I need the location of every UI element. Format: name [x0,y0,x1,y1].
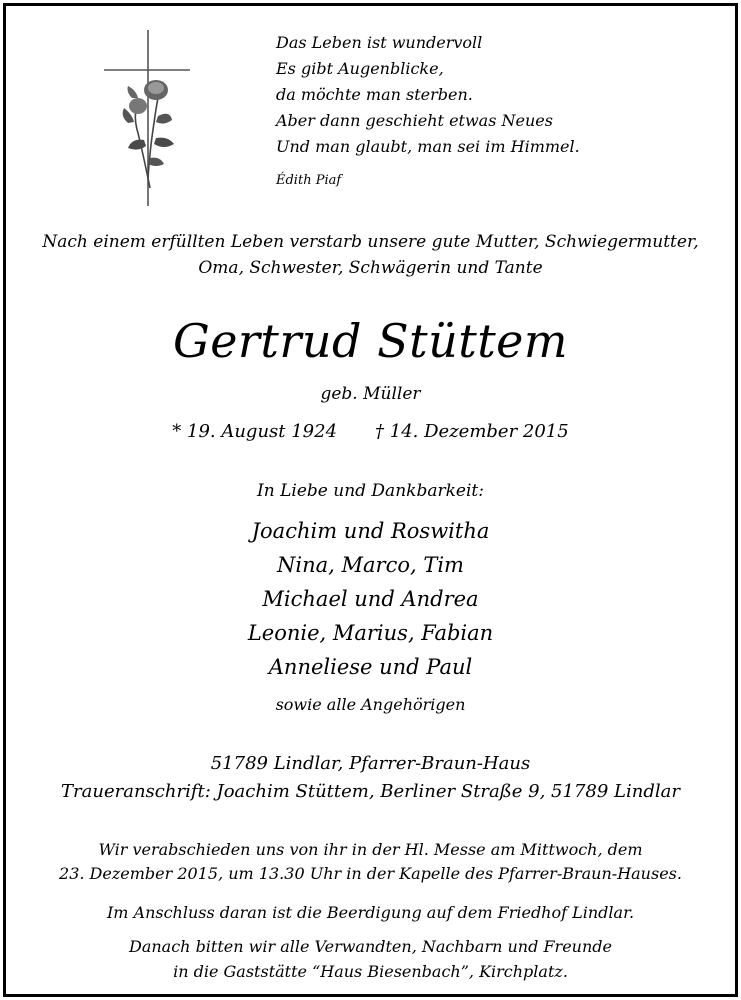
mourner-line: Michael und Andrea [262,587,479,611]
death-date: † 14. Dezember 2015 [375,421,569,442]
life-dates [0,421,741,442]
reception-line: Danach bitten wir alle Verwandten, Nachbarn und Freunde [129,937,612,956]
other-relatives: sowie alle Angehörigen [275,695,466,714]
address-line: 51789 Lindlar, Pfarrer-Braun-Haus [210,753,531,774]
cross-with-rose-icon [98,28,198,208]
intro-text [0,229,741,281]
poem-line: Aber dann geschieht etwas Neues [276,111,553,130]
intro-line: Nach einem erfüllten Leben verstarb unsere gute Mutter, Schwiegermutter, [42,232,699,252]
mourner-line: Joachim und Roswitha [251,519,490,543]
reception-line: in die Gaststätte “Haus Biesenbach”, Kirchplatz. [173,962,568,981]
poem-line: Und man glaubt, man sei im Himmel. [276,137,580,156]
service-line: Wir verabschieden uns von ihr in der Hl. Messe am Mittwoch, dem [98,840,643,859]
mourners-heading: In Liebe und Dankbarkeit: [257,481,484,501]
service-info [0,838,741,886]
poem-line: Das Leben ist wundervoll [276,33,483,52]
address-block [0,750,741,806]
reception-info [0,934,741,984]
mourning-address-line: Traueranschrift: Joachim Stüttem, Berliner Straße 9, 51789 Lindlar [61,781,680,802]
poem [276,30,696,194]
poem-author: Édith Piaf [276,173,342,188]
deceased-name: Gertrud Stüttem [172,314,569,368]
poem-line: da möchte man sterben. [276,85,473,104]
burial-info: Im Anschluss daran ist die Beerdigung auf dem Friedhof Lindlar. [106,903,635,922]
birth-name: geb. Müller [320,384,421,404]
mourner-line: Anneliese und Paul [268,655,473,679]
intro-line: Oma, Schwester, Schwägerin und Tante [198,258,543,278]
mourners-list [0,514,741,684]
mourner-line: Leonie, Marius, Fabian [247,621,494,645]
mourner-line: Nina, Marco, Tim [277,553,464,577]
service-line: 23. Dezember 2015, um 13.30 Uhr in der Kapelle des Pfarrer-Braun-Hauses. [59,864,682,883]
birth-date: * 19. August 1924 [172,421,338,442]
poem-line: Es gibt Augenblicke, [276,59,444,78]
